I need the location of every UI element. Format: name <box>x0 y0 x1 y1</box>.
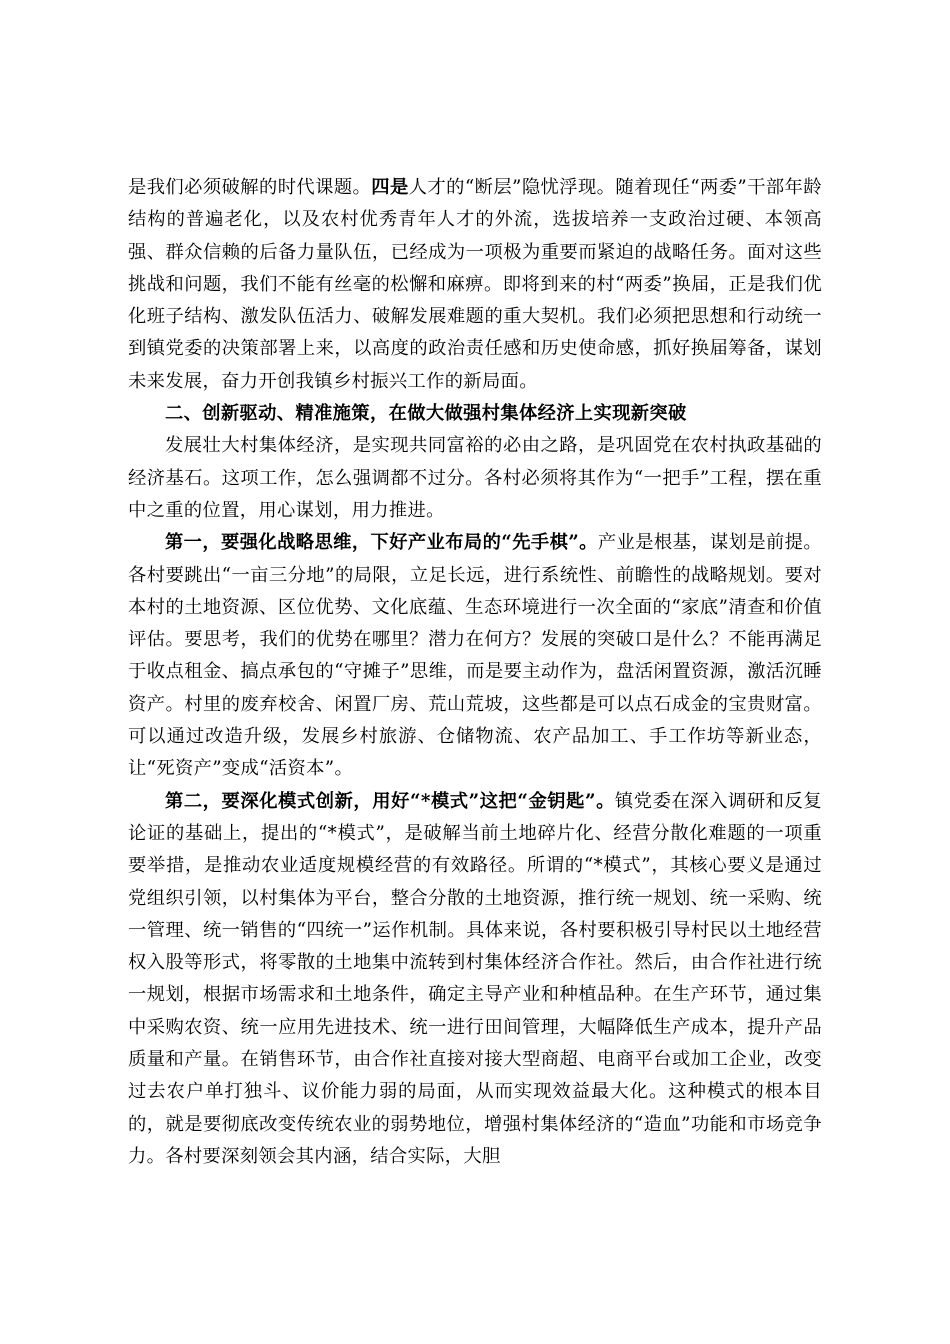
section-heading: 二、创新驱动、精准施策，在做大做强村集体经济上实现新突破 <box>165 403 687 425</box>
paragraph-text: 是我们必须破解的时代课题。 <box>128 177 372 198</box>
point-lead: 第一，要强化战略思维，下好产业布局的“先手棋”。 <box>165 532 598 554</box>
paragraph-text: 镇党委在深入调研和反复论证的基础上，提出的“*模式”，是破解当前土地碎片化、经营分散化难题的一项重要举措，是推动农业适度规模经营的有效路径。所谓的“*模式”，其核心要义是通过党组织引领，以村集体为平台，整合分散的土地资源，推行统一规划、统一采购、统一管理、统一销售的“四统一”运作机制。具体来说，各村要积极引导村民以土地经营权入股等形式，将零散的土地集中流转到村集体经济合作社。然后，由合作社进行统一规划，根据市场需求和土地条件，确定主导产业和种植品种。在生产环节，通过集中采购农资、统一应用先进技术、统一进行田间管理，大幅降低生产成本，提升产品质量和产量。在销售环节，由合作社直接对接大型商超、电商平台或加工企业，改变过去农户单打独斗、议价能力弱的局面，从而实现效益最大化。这种模式的根本目的，就是要彻底改变传统农业的弱势地位，增强村集体经济的“造血”功能和市场竞争力。各村要深刻领会其内涵，结合实际，大胆 <box>128 790 822 1167</box>
bold-marker: 四是 <box>371 177 409 198</box>
paragraph-text: 产业是根基，谋划是前提。各村要跳出“一亩三分地”的局限，立足长远，进行系统性、前瞻性的战略规划。要对本村的土地资源、区位优势、文化底蕴、生态环境进行一次全面的“家底”清查和价值评估。要思考，我们的优势在哪里？潜力在何方？发展的突破口是什么？不能再满足于收点租金、搞点承包的“守摊子”思维，而是要主动作为，盘活闲置资源，激活沉睡资产。村里的废弃校舍、闲置厂房、荒山荒坡，这些都是可以点石成金的宝贵财富。可以通过改造升级，发展乡村旅游、仓储物流、农产品加工、手工作坊等新业态，让“死资产”变成“活资本”。 <box>128 532 822 780</box>
paragraph-text: 人才的“断层”隐忧浮现。随着现任“两委”干部年龄结构的普遍老化，以及农村优秀青年人才的外流，选拔培养一支政治过硬、本领高强、群众信赖的后备力量队伍，已经成为一项极为重要而紧迫的战略任务。面对这些挑战和问题，我们不能有丝毫的松懈和麻痹。即将到来的村“两委”换届，正是我们优化班子结构、激发队伍活力、破解发展难题的重大契机。我们必须把思想和行动统一到镇党委的决策部署上来，以高度的政治责任感和历史使命感，抓好换届筹备，谋划未来发展，奋力开创我镇乡村振兴工作的新局面。 <box>128 177 822 392</box>
point-lead: 第二，要深化模式创新，用好“*模式”这把“金钥匙”。 <box>165 790 615 812</box>
paragraph-talent-gap <box>128 172 822 398</box>
document-page <box>128 172 822 1173</box>
paragraph-intro: 发展壮大村集体经济，是实现共同富裕的必由之路，是巩固党在农村执政基础的经济基石。这项工作，怎么强调都不过分。各村必须将其作为“一把手”工程，摆在重中之重的位置，用心谋划，用力推进。 <box>128 435 822 521</box>
paragraph-first-point <box>128 527 822 785</box>
paragraph-second-point <box>128 786 822 1174</box>
